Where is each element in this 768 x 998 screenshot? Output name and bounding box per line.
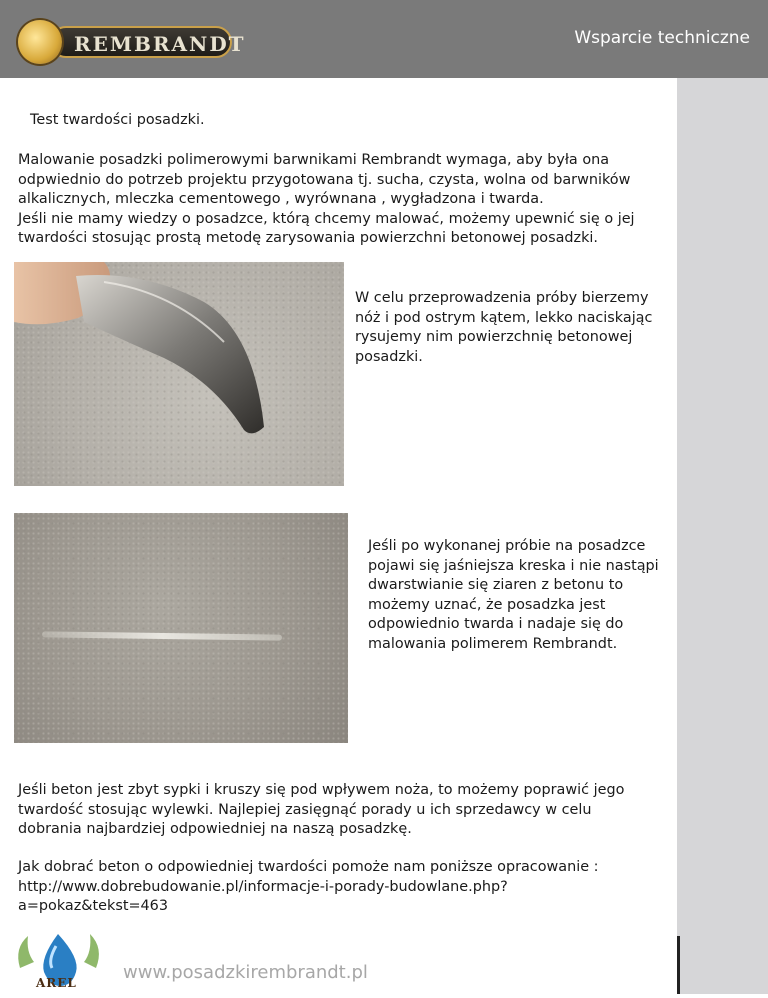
- scratch-caption: Jeśli po wykonanej próbie na posadzce pojawi się jaśniejsza kreska i nie nastąpi dwarstwianie się ziaren z betonu to możemy uznać, że posadzka jest odpowiednio twarda i nadaje się do malowania polimerem Rembrandt.: [368, 538, 659, 652]
- logo-emblem-icon: [18, 20, 62, 64]
- reference-link[interactable]: http://www.dobrebudowanie.pl/informacje-i-porady-budowlane.php?a=pokaz&tekst=463: [18, 878, 508, 914]
- intro-line: alkalicznych, mleczka cementowego , wyrównana , wygładzona i twarda.: [18, 191, 544, 207]
- repair-paragraph: [18, 781, 648, 840]
- arel-logo-text: AREL: [36, 976, 77, 990]
- intro-line: odpwiednio do potrzeb projektu przygotowana tj. sucha, czysta, wolna od barwników: [18, 171, 631, 188]
- intro-line: Malowanie posadzki polimerowymi barwnikami Rembrandt wymaga, aby była ona: [18, 152, 610, 168]
- repair-line: dobrania najbardziej odpowiedniej na naszą posadzkę.: [18, 821, 412, 837]
- side-divider: [677, 936, 680, 994]
- knife-illustration: [14, 262, 344, 486]
- page-heading: Test twardości posadzki.: [30, 112, 205, 128]
- logo-text: REMBRANDT: [74, 32, 246, 56]
- intro-line: twardości stosując prostą metodę zarysowania powierzchni betonowej posadzki.: [18, 230, 599, 246]
- intro-line: Jeśli nie mamy wiedzy o posadzce, którą chcemy malować, możemy upewnić się o jej: [18, 210, 635, 227]
- intro-paragraph: [18, 151, 648, 249]
- concrete-texture: [14, 513, 348, 743]
- header-bar: [0, 0, 768, 78]
- header-title: Wsparcie techniczne: [574, 28, 750, 48]
- scratch-test-photo: [14, 513, 348, 743]
- side-panel: [677, 78, 768, 994]
- reference-line: Jak dobrać beton o odpowiedniej twardości pomoże nam poniższe opracowanie :: [18, 859, 599, 875]
- rembrandt-logo: [18, 20, 246, 64]
- reference-paragraph: [18, 858, 648, 917]
- knife-test-photo: [14, 262, 344, 486]
- blade-icon: [76, 275, 264, 433]
- repair-line: twardość stosując wylewki. Najlepiej zasięgnąć porady u ich sprzedawcy w celu: [18, 801, 592, 818]
- repair-line: Jeśli beton jest zbyt sypki i kruszy się pod wpływem noża, to możemy poprawić jego: [18, 782, 625, 798]
- footer-url[interactable]: www.posadzkirembrandt.pl: [123, 962, 368, 983]
- knife-caption: W celu przeprowadzenia próby bierzemy nóż i pod ostrym kątem, lekko naciskając rysujemy nim powierzchnię betonowej posadzki.: [355, 290, 653, 365]
